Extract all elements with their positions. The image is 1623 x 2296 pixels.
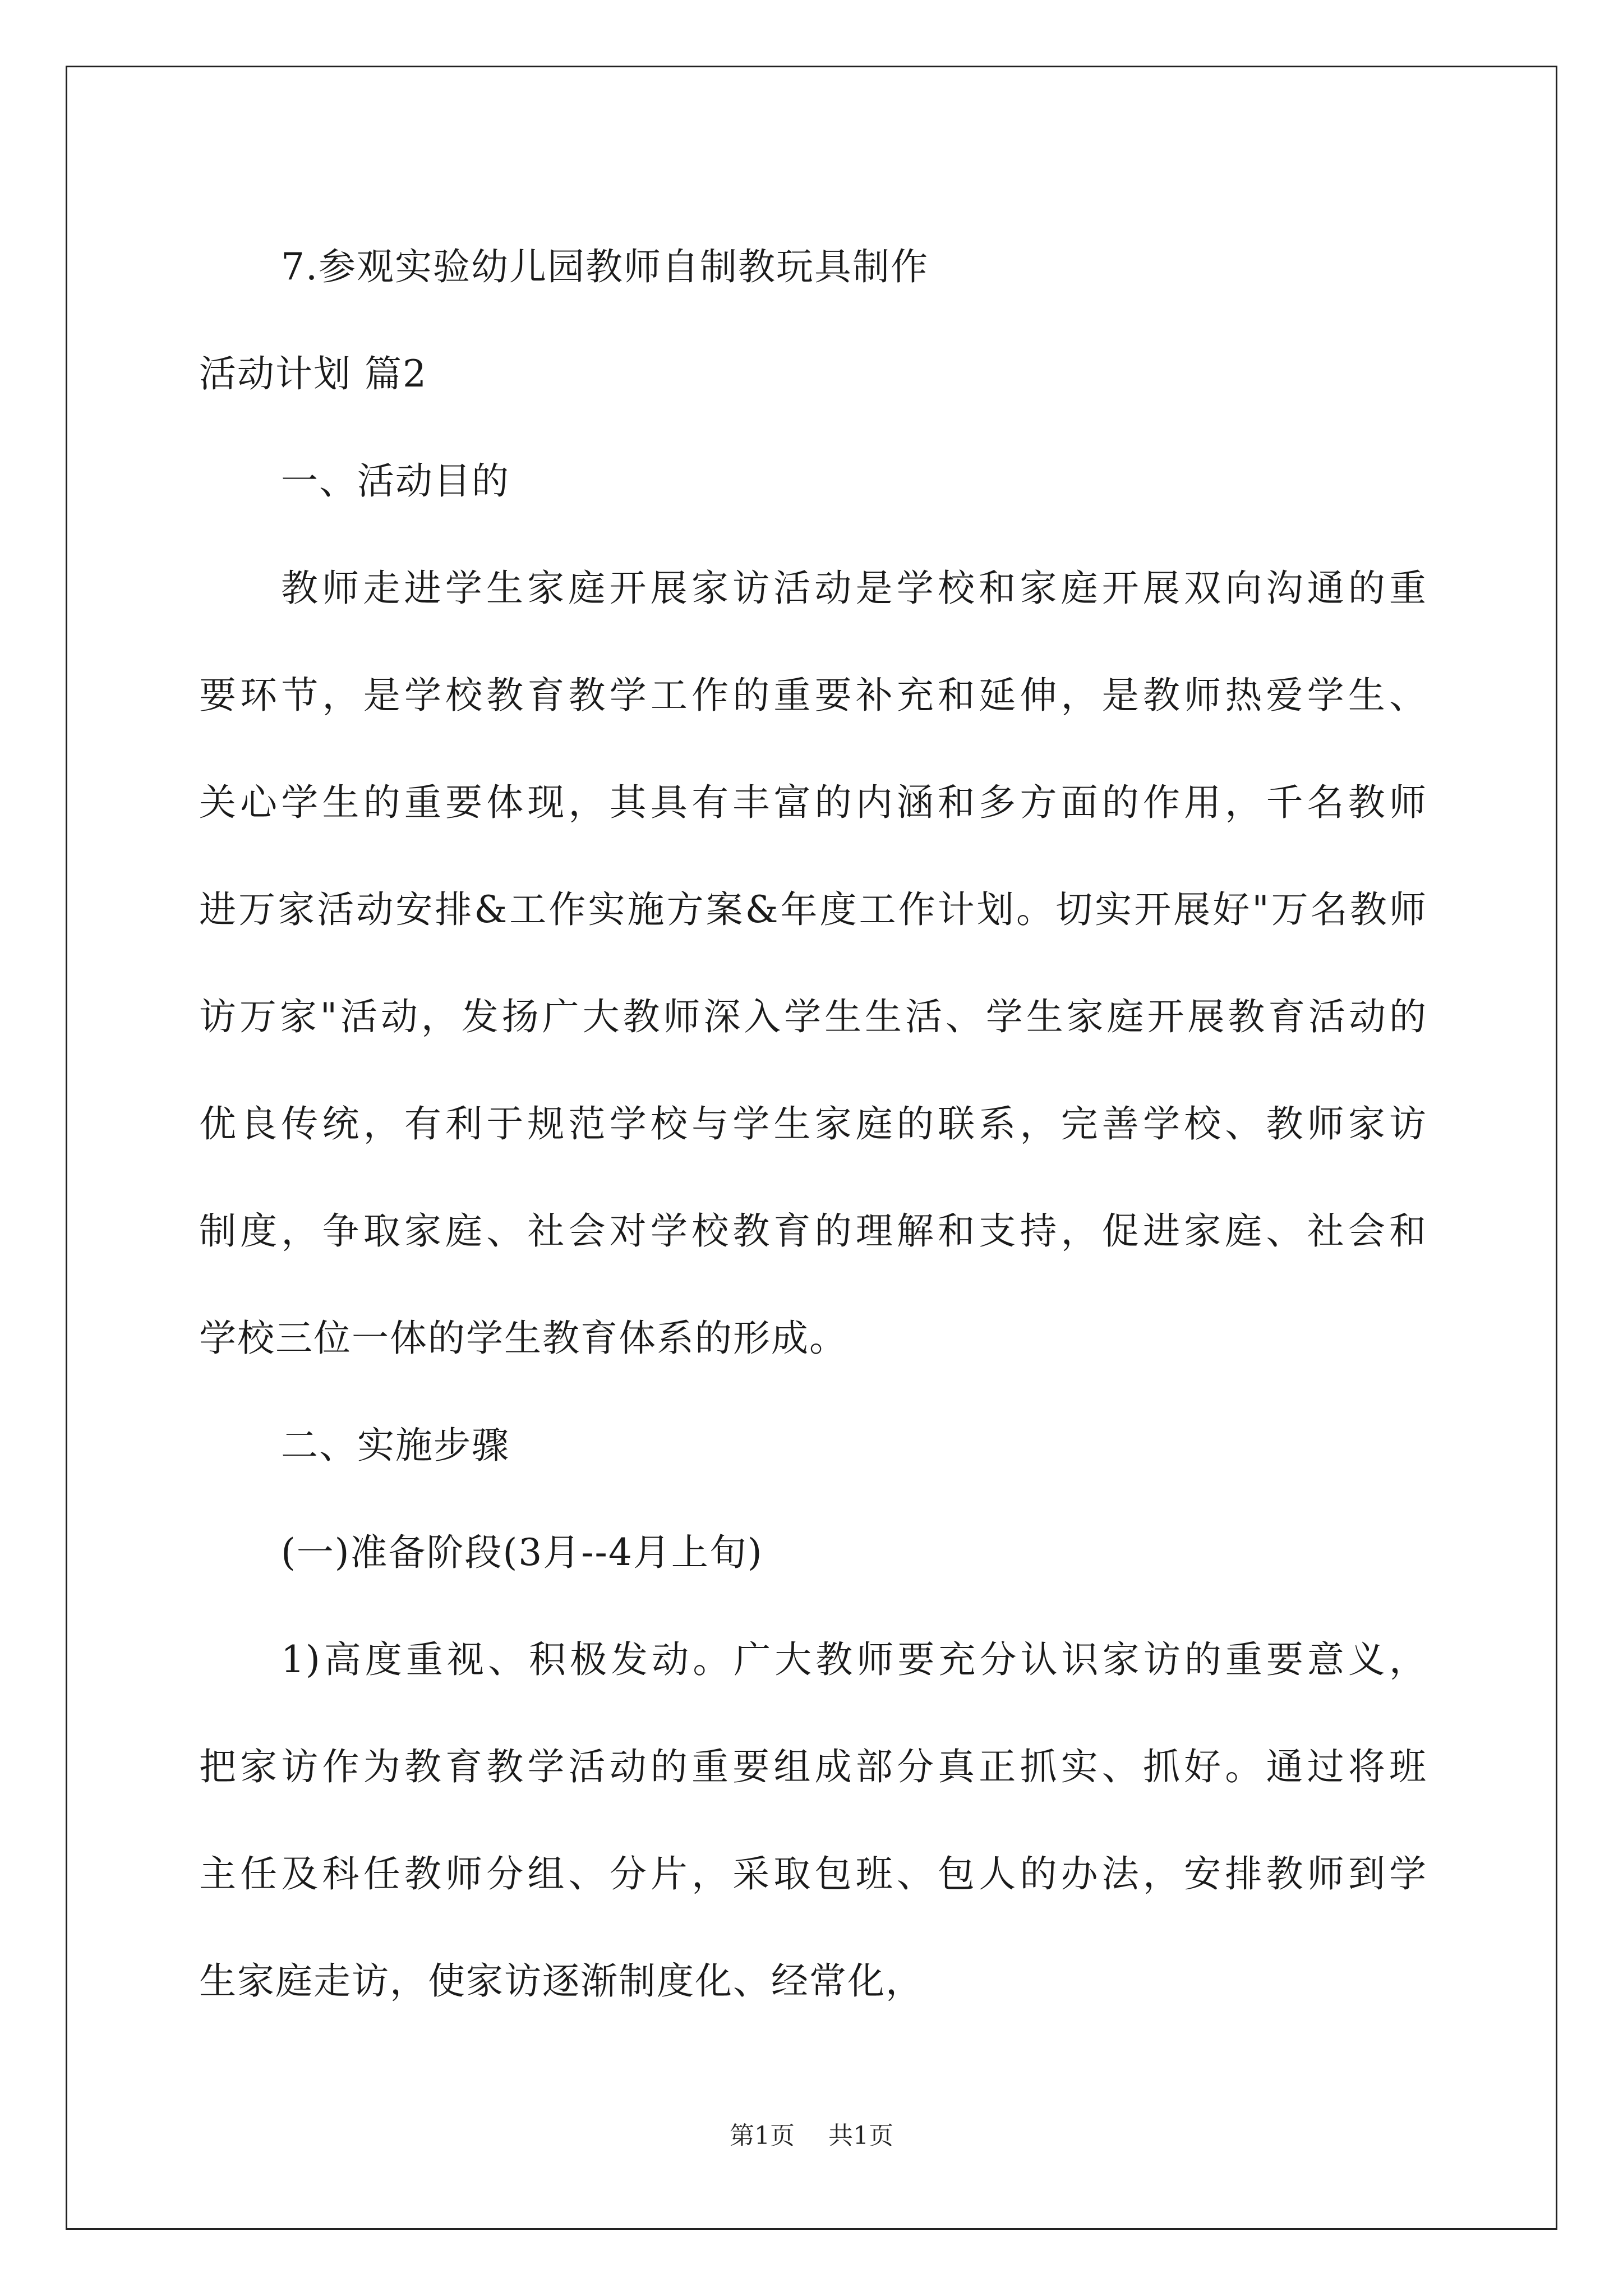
page-footer — [0, 2119, 1623, 2153]
subsection-heading: (一)准备阶段(3月--4月上旬) — [281, 1531, 763, 1574]
document-body — [199, 213, 1427, 2035]
section-heading: 一、活动目的 — [281, 459, 510, 503]
text-line: 1)高度重视、积极发动。广大教师要充分认识家访的重要意义， — [281, 1638, 1427, 1681]
text-line: 关心学生的重要体现，其具有丰富的内涵和多方面的作用，千名教师 — [199, 781, 1427, 824]
text-line: 优良传统，有利于规范学校与学生家庭的联系，完善学校、教师家访 — [199, 1102, 1427, 1145]
text-line: 制度，争取家庭、社会对学校教育的理解和支持，促进家庭、社会和 — [199, 1209, 1427, 1253]
text-line: 7.参观实验幼儿园教师自制教玩具制作 — [281, 245, 929, 288]
text-line: 访万家"活动，发扬广大教师深入学生生活、学生家庭开展教育活动的 — [199, 995, 1427, 1038]
text-line: 进万家活动安排&工作实施方案&年度工作计划。切实开展好"万名教师 — [199, 888, 1427, 931]
text-line: 生家庭走访，使家访逐渐制度化、经常化， — [199, 1959, 924, 2003]
section-heading: 二、实施步骤 — [281, 1424, 510, 1467]
text-line: 学校三位一体的学生教育体系的形成。 — [199, 1317, 847, 1360]
page-number: 第1页 — [730, 2122, 795, 2150]
text-line: 主任及科任教师分组、分片，采取包班、包人的办法，安排教师到学 — [199, 1852, 1427, 1895]
text-line: 教师走进学生家庭开展家访活动是学校和家庭开展双向沟通的重 — [281, 567, 1427, 610]
text-line: 把家访作为教育教学活动的重要组成部分真正抓实、抓好。通过将班 — [199, 1745, 1427, 1788]
text-line: 要环节，是学校教育教学工作的重要补充和延伸，是教师热爱学生、 — [199, 674, 1427, 717]
page-total: 共1页 — [828, 2122, 893, 2150]
text-line: 活动计划 篇2 — [199, 352, 427, 395]
